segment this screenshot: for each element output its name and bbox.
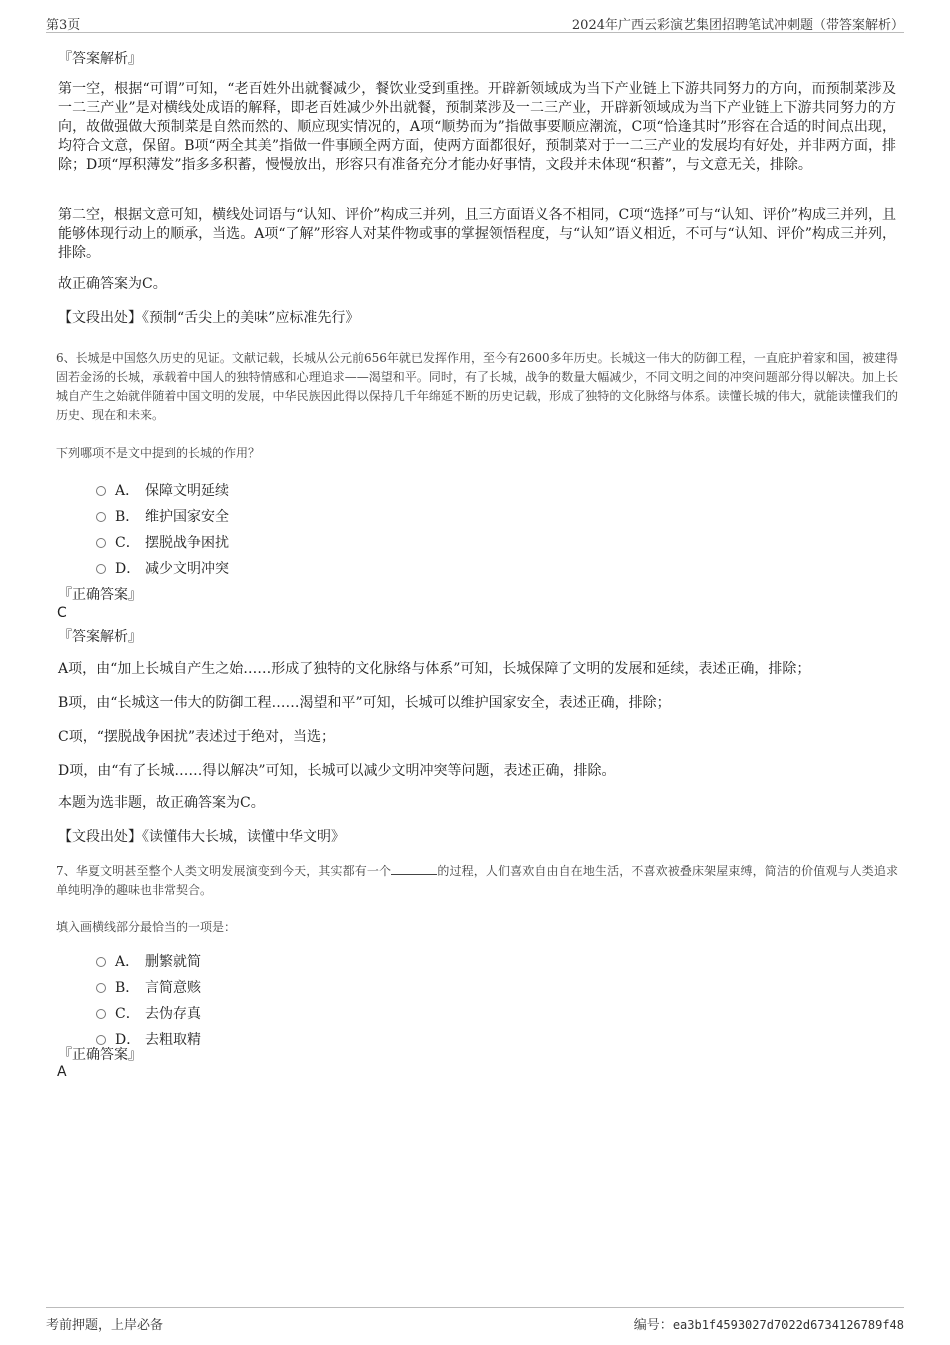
- page-number: 第3页: [46, 18, 81, 33]
- source-citation: 【文段出处】《预制“舌尖上的美味”应标准先行》: [58, 310, 360, 326]
- q6-option-d[interactable]: D． 减少文明冲突: [96, 558, 229, 578]
- analysis-paragraph-2: 第二空，根据文意可知，横线处词语与“认知、评价”构成三并列，且三方面语义各不相同，C项“选择”可与“认知、评价”构成三并列，且能够体现行动上的顺承，当选。A项“了解”形容人对某件物或事的掌握领悟程度，与“认知”语义相近，不可与“认知、评价”构成三并列，排除。: [58, 207, 896, 261]
- analysis-c: C项，“摆脱战争困扰”表述过于绝对，当选；: [58, 729, 336, 745]
- correct-answer-label: 『正确答案』: [58, 1047, 142, 1063]
- q6-option-a[interactable]: A． 保障文明延续: [96, 480, 229, 500]
- document-code: 编号：ea3b1f4593027d7022d6734126789f48: [633, 1318, 904, 1333]
- correct-answer: C: [57, 605, 67, 621]
- radio-icon[interactable]: [96, 983, 106, 993]
- analysis-paragraph-1: 第一空，根据“可谓”可知，“老百姓外出就餐减少，餐饮业受到重挫。开辟新领域成为当下产业链上下游共同努力的方向，而预制菜涉及一二三产业”是对横线处成语的解释，即老百姓减少外出就餐，预制菜涉及一二三产业，开辟新领域成为当下产业链上下游共同努力的方向，故做强做大预制菜是自然而然的、顺应现实情况的，A项“顺势而为”指做事要顺应潮流，C项“恰逢其时”形容在合适的时间点出现，均符合文意，保留。B项“两全其美”指做一件事顾全两方面，使两方面都很好，预制菜对于一二三产业的发展均有好处，并非两方面，排除；D项“厚积薄发”指多多积蓄，慢慢放出，形容只有准备充分才能办好事情，文段并未体现“积蓄”，与文意无关，排除。: [58, 81, 896, 173]
- radio-icon[interactable]: [96, 564, 106, 574]
- correct-answer-label: 『正确答案』: [58, 587, 142, 603]
- q7-option-a[interactable]: A． 删繁就简: [96, 951, 201, 971]
- source-citation: 【文段出处】《读懂伟大长城，读懂中华文明》: [58, 829, 345, 845]
- q6-option-c[interactable]: C． 摆脱战争困扰: [96, 532, 229, 552]
- q7-option-d[interactable]: D． 去粗取精: [96, 1029, 201, 1049]
- question-6-prompt: 下列哪项不是文中提到的长城的作用？: [56, 446, 261, 460]
- question-7-prompt: 填入画横线部分最恰当的一项是：: [56, 920, 237, 934]
- radio-icon[interactable]: [96, 486, 106, 496]
- radio-icon[interactable]: [96, 512, 106, 522]
- analysis-conclusion: 故正确答案为C。: [58, 276, 167, 292]
- question-7-text: 7、华夏文明甚至整个人类文明发展演变到今天，其实都有一个 的过程，人们喜欢自由自在地生活，不喜欢被叠床架屋束缚，简洁的价值观与人类追求单纯明净的趣味也非常契合。: [56, 864, 898, 897]
- question-6-text: 6、长城是中国悠久历史的见证。文献记载，长城从公元前656年就已发挥作用，至今有2600多年历史。长城这一伟大的防御工程，一直庇护着家和国，被建得固若金汤的长城，承载着中国人的独特情感和心理追求——渴望和平。同时，有了长城，战争的数量大幅减少，不同文明之间的冲突问题部分得以解决。加上长城自产生之始就伴随着中国文明的发展，中华民族因此得以保持几千年绵延不断的历史记载，形成了独特的文化脉络与体系。读懂长城的伟大，就能读懂我们的历史、现在和未来。: [56, 351, 898, 422]
- fill-in-blank: [391, 863, 437, 875]
- q6-option-b[interactable]: B． 维护国家安全: [96, 506, 229, 526]
- page-header: [46, 10, 904, 33]
- analysis-conclusion: 本题为选非题，故正确答案为C。: [58, 795, 265, 811]
- q7-option-b[interactable]: B． 言简意赅: [96, 977, 201, 997]
- q7-option-c[interactable]: C． 去伪存真: [96, 1003, 201, 1023]
- page-footer: [46, 1307, 904, 1332]
- correct-answer: A: [57, 1064, 67, 1080]
- analysis-d: D项，由“有了长城……得以解决”可知，长城可以减少文明冲突等问题，表述正确，排除。: [58, 763, 616, 779]
- radio-icon[interactable]: [96, 538, 106, 548]
- analysis-a: A项，由“加上长城自产生之始……形成了独特的文化脉络与体系”可知，长城保障了文明的发展和延续，表述正确，排除；: [58, 661, 811, 677]
- analysis-b: B项，由“长城这一伟大的防御工程……渴望和平”可知，长城可以维护国家安全，表述正确，排除；: [58, 695, 671, 711]
- document-title: 2024年广西云彩演艺集团招聘笔试冲刺题（带答案解析）: [571, 18, 904, 33]
- analysis-label: 『答案解析』: [58, 629, 142, 645]
- footer-slogan: 考前押题，上岸必备: [46, 1318, 164, 1333]
- analysis-label: 『答案解析』: [58, 51, 142, 67]
- radio-icon[interactable]: [96, 1009, 106, 1019]
- radio-icon[interactable]: [96, 957, 106, 967]
